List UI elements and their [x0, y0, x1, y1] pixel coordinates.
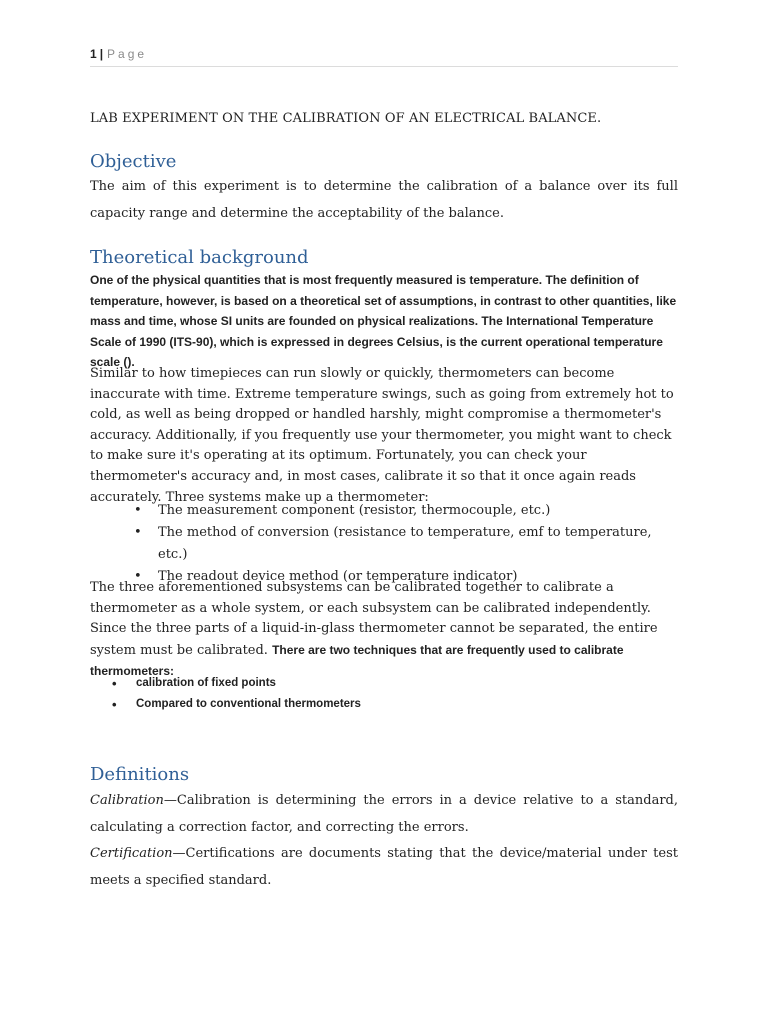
definition-term: Calibration	[90, 793, 164, 808]
bullet-icon: •	[134, 525, 142, 540]
page-label: Page	[107, 47, 148, 61]
list-item: • The method of conversion (resistance to temperature, emf to temperature, etc.)	[90, 522, 678, 566]
background-bold-paragraph: One of the physical quantities that is most frequently measured is temperature. The definition of temperature, however, is based on a theoretical set of assumptions, in contrast to other quantities, like mass and time, whose SI units are founded on physical realizations. The International Temperature Scale of 1990 (ITS-90), which is expressed in degrees Celsius, is the current operational temperature scale ().	[90, 273, 677, 369]
definition-certification: Certification—Certifications are documents stating that the device/material under test meets a specified standard.	[90, 846, 678, 888]
bullet-icon: •	[112, 697, 117, 712]
list-item: • calibration of fixed points	[90, 673, 678, 694]
list-item: • The measurement component (resistor, thermocouple, etc.)	[90, 500, 678, 522]
objective-heading: Objective	[90, 151, 177, 172]
header-separator: |	[99, 47, 104, 61]
document-title: LAB EXPERIMENT ON THE CALIBRATION OF AN ELECTRICAL BALANCE.	[90, 111, 602, 126]
paragraph-3-bold: There are two techniques that are frequently used to calibrate thermometers:	[90, 642, 624, 679]
list-item: • Compared to conventional thermometers	[90, 694, 678, 715]
list-item: • The readout device method (or temperature indicator)	[90, 566, 678, 588]
background-heading: Theoretical background	[90, 247, 309, 268]
definition-calibration: Calibration—Calibration is determining the errors in a device relative to a standard, calculating a correction factor, and correcting the errors.	[90, 793, 678, 835]
background-paragraph-2: Similar to how timepieces can run slowly or quickly, thermometers can become inaccurate with time. Extreme temperature swings, such as going from extremely hot to cold, as well as being dropped or handled harshly, might compromise a thermometer's accuracy. Additionally, if you frequently use your thermometer, you might want to check to make sure it's operating at its optimum. Fortunately, you can check your thermometer's accuracy and, in most cases, calibrate it so that it once again reads accurately. Three systems make up a thermometer:	[90, 366, 674, 505]
bullet-icon: •	[112, 676, 117, 691]
background-paragraph-3: The three aforementioned subsystems can be calibrated together to calibrate a thermometer as a whole system, or each subsystem can be calibrated independently. Since the three parts of a liquid-in-glass thermometer cannot be separated, the entire system must be calibrated. There are two techniques that are frequently used to calibrate thermometers:	[90, 580, 658, 679]
bullet-icon: •	[134, 503, 142, 518]
definition-term: Certification	[90, 846, 173, 861]
page-header	[90, 47, 678, 67]
calibration-techniques-list	[90, 673, 678, 715]
bullet-icon: •	[134, 569, 142, 584]
thermometer-systems-list	[90, 500, 678, 588]
objective-text: The aim of this experiment is to determine the calibration of a balance over its full capacity range and determine the acceptability of the balance.	[90, 179, 678, 221]
page-number: 1	[90, 47, 97, 61]
definitions-heading: Definitions	[90, 764, 190, 785]
